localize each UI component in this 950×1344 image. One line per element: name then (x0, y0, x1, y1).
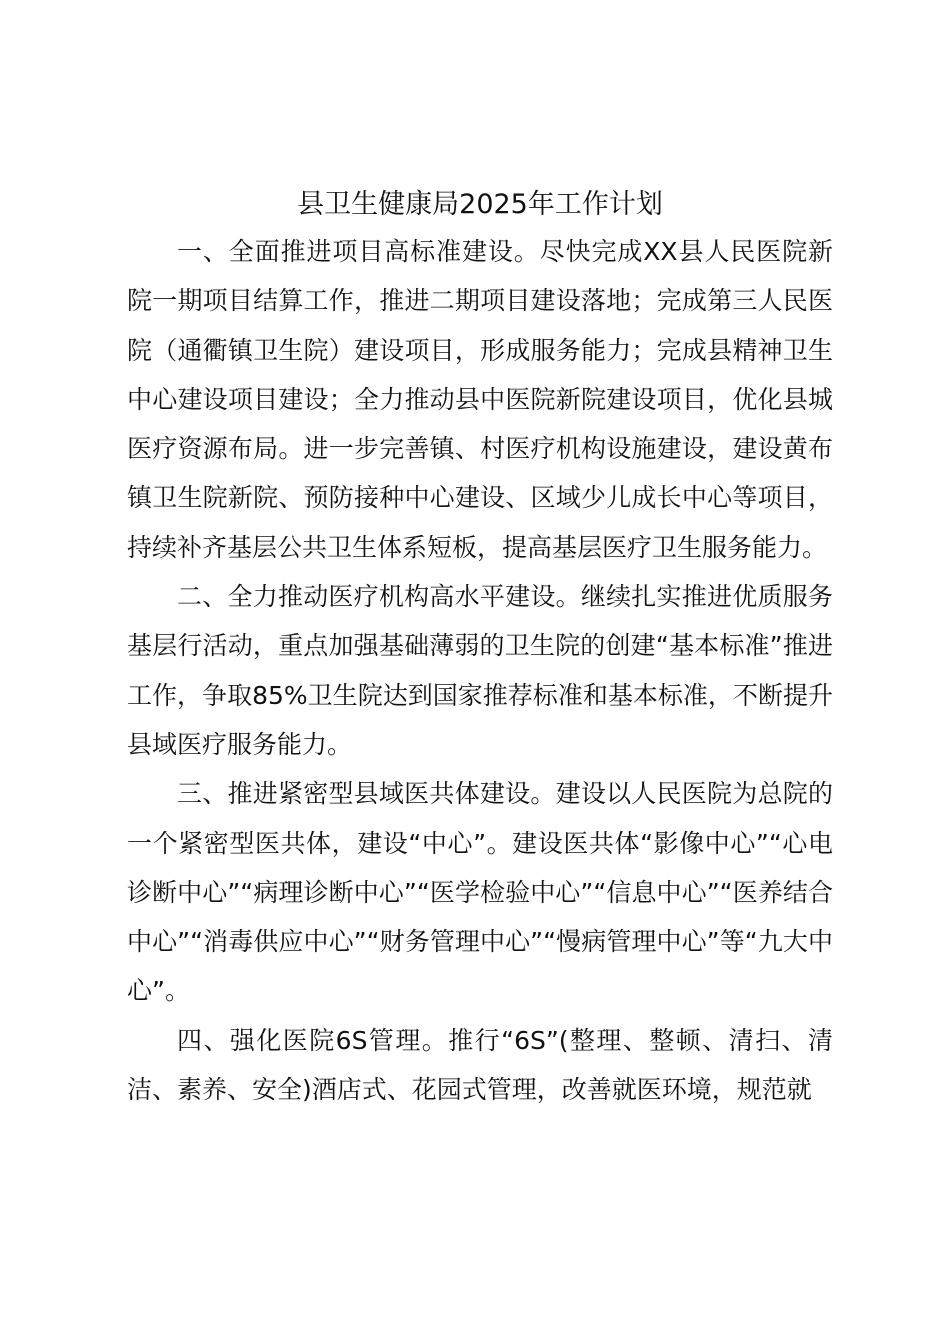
paragraph-4: 四、强化医院6S管理。推行“6S”(整理、整顿、清扫、清洁、素养、安全)酒店式、花园式管理，改善就医环境，规范就 (127, 1025, 833, 1105)
paragraph-1: 一、全面推进项目高标准建设。尽快完成XX县人民医院新院一期项目结算工作，推进二期项目建设落地；完成第三人民医院（通衢镇卫生院）建设项目，形成服务能力；完成县精神卫生中心建设项目建设；全力推动县中医院新院建设项目，优化县城医疗资源布局。进一步完善镇、村医疗机构设施建设，建设黄布镇卫生院新院、预防接种中心建设、区域少儿成长中心等项目，持续补齐基层公共卫生体系短板，提高基层医疗卫生服务能力。 (127, 237, 833, 562)
paragraph-2: 二、全力推动医疗机构高水平建设。继续扎实推进优质服务基层行活动，重点加强基础薄弱的卫生院的创建“基本标准”推进工作，争取85%卫生院达到国家推荐标准和基本标准，不断提升县域医疗服务能力。 (127, 582, 833, 759)
paragraph-3: 三、推进紧密型县域医共体建设。建设以人民医院为总院的一个紧密型医共体，建设“中心”。建设医共体“影像中心”“心电诊断中心”“病理诊断中心”“医学检验中心”“信息中心”“医养结合中心”“消毒供应中心”“财务管理中心”“慢病管理中心”等“九大中心”。 (127, 779, 833, 1006)
document-body (127, 183, 833, 1114)
document-title: 县卫生健康局2025年工作计划 (297, 189, 663, 220)
